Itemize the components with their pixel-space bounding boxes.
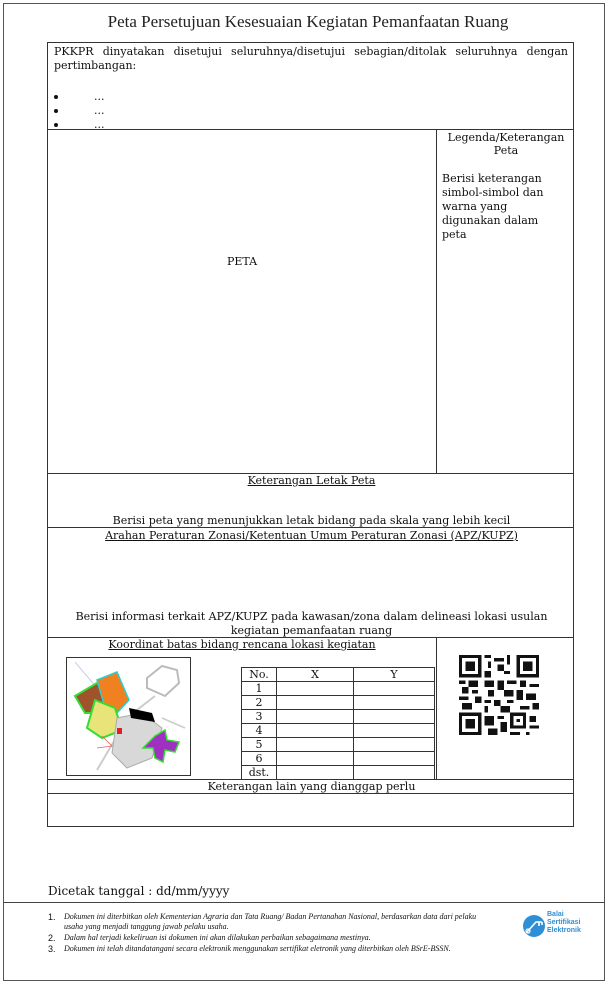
- map-placeholder-label: PETA: [226, 255, 258, 268]
- bullet-icon: [54, 109, 58, 113]
- legend-title: Legenda/Keterangan Peta: [447, 131, 565, 157]
- footer-divider: [3, 902, 605, 903]
- qr-code-icon: [459, 655, 539, 735]
- decision-text: PKKPR dinyatakan disetujui seluruhnya/disetujui sebagian/ditolak seluruhnya dengan pertimbangan:: [54, 45, 568, 72]
- coordinates-title: Koordinat batas bidang rencana lokasi kegiatan: [108, 638, 376, 651]
- form-table: [47, 42, 574, 827]
- location-body: Berisi peta yang menunjukkan letak bidang pada skala yang lebih kecil: [112, 514, 511, 527]
- footnote-item: 1. Dokumen ini diterbitkan oleh Kementerian Agraria dan Tata Ruang/ Badan Pertanahan Nasional, berdasarkan data dari pelaku usaha yang menjadi tanggung jawab pelaku usaha.: [48, 912, 477, 931]
- bsre-logo-mark: [522, 907, 548, 941]
- decision-bullet: ...: [54, 104, 105, 118]
- divider: [436, 129, 437, 473]
- decision-bullet: ...: [54, 118, 105, 132]
- location-title: Keterangan Letak Peta: [247, 474, 376, 487]
- table-row: dst.: [242, 766, 435, 780]
- footnotes: [48, 912, 488, 955]
- table-row: 6: [242, 752, 435, 766]
- location-map-thumbnail: [66, 657, 191, 776]
- legend-body: Berisi keterangan simbol-simbol dan warna yang digunakan dalam peta: [442, 172, 544, 241]
- zoning-body: Berisi informasi terkait APZ/KUPZ pada kawasan/zona dalam delineasi lokasi usulan kegiatan pemanfaatan ruang: [75, 610, 548, 637]
- column-header-no: No.: [242, 668, 277, 682]
- divider: [48, 527, 573, 528]
- table-row: 3: [242, 710, 435, 724]
- coordinates-table: [241, 667, 435, 780]
- zoning-title: Arahan Peraturan Zonasi/Ketentuan Umum Peraturan Zonasi (APZ/KUPZ): [105, 529, 518, 542]
- other-notes-title: Keterangan lain yang dianggap perlu: [207, 780, 416, 793]
- footnote-item: 2. Dalam hal terjadi kekeliruan isi dokumen ini akan dilakukan perbaikan sebagaimana mestinya.: [48, 933, 371, 943]
- bsre-logo-text: Balai Sertifikasi Elektronik: [547, 911, 581, 934]
- divider: [436, 637, 437, 779]
- map-thumbnail-icon: [67, 658, 190, 775]
- page-title: Peta Persetujuan Kesesuaian Kegiatan Pemanfaatan Ruang: [107, 12, 509, 31]
- table-header-row: [242, 668, 435, 682]
- footnote-item: 3. Dokumen ini telah ditandatangani secara elektronik menggunakan sertifikat eletronik yang diterbitkan oleh BSrE-BSSN.: [48, 944, 451, 954]
- table-row: 2: [242, 696, 435, 710]
- column-header-x: X: [277, 668, 354, 682]
- table-row: 5: [242, 738, 435, 752]
- bullet-icon: [54, 123, 58, 127]
- qr-code-graphic: [459, 655, 539, 735]
- printed-date: Dicetak tanggal : dd/mm/yyyy: [48, 884, 230, 898]
- divider: [48, 129, 573, 130]
- divider: [48, 793, 573, 794]
- table-row: 1: [242, 682, 435, 696]
- column-header-y: Y: [354, 668, 435, 682]
- decision-bullet: ...: [54, 90, 105, 104]
- bullet-icon: [54, 95, 58, 99]
- table-row: 4: [242, 724, 435, 738]
